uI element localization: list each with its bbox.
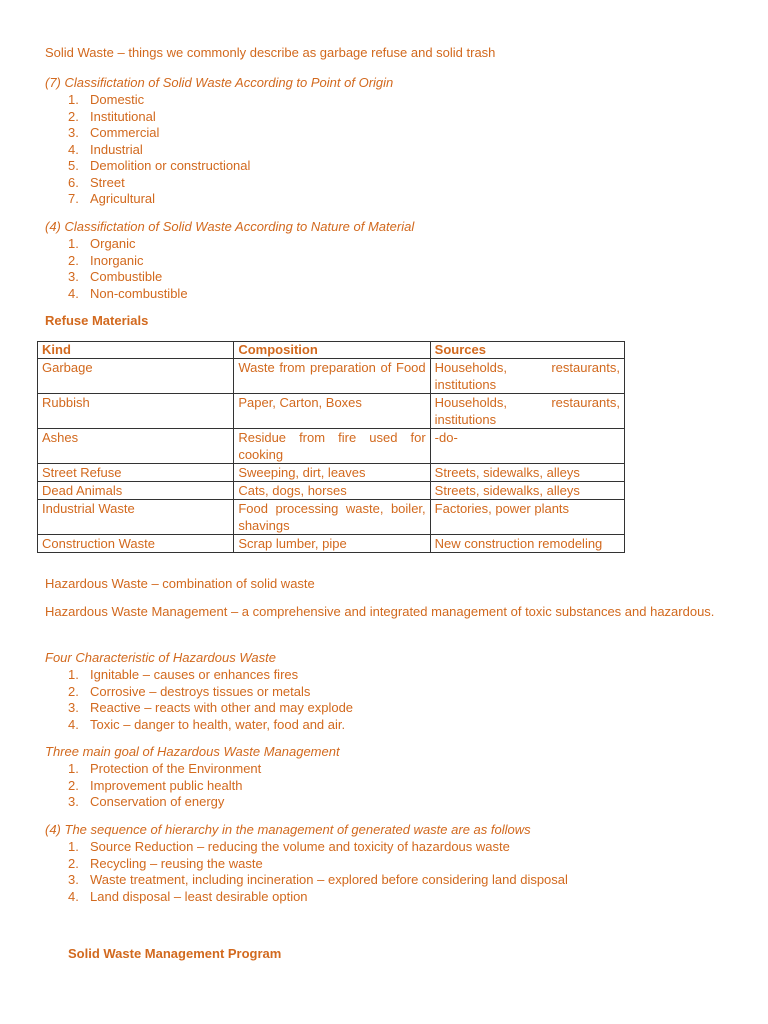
list-item: 1. Organic [68, 236, 136, 251]
characteristics-list [45, 667, 353, 733]
table-row [38, 394, 625, 429]
column-header: Kind [38, 342, 234, 359]
table-cell: Garbage [38, 359, 234, 394]
table-cell: -do- [430, 429, 624, 464]
column-header: Composition [234, 342, 430, 359]
table-cell: Scrap lumber, pipe [234, 535, 430, 553]
list-item: 3. Conservation of energy [68, 794, 225, 809]
table-row [38, 482, 625, 500]
table-cell: Households, restaurants, institutions [430, 394, 624, 429]
hazardous-definition: Hazardous Waste – combination of solid waste [45, 576, 315, 591]
table-cell: Factories, power plants [430, 500, 624, 535]
table-cell: Waste from preparation of Food [234, 359, 430, 394]
table-cell: Residue from fire used for cooking [234, 429, 430, 464]
table-row [38, 500, 625, 535]
table-cell: Streets, sidewalks, alleys [430, 482, 624, 500]
list-item: 3. Waste treatment, including incineration – explored before considering land disposal [68, 872, 568, 887]
table-header-row [38, 342, 625, 359]
hierarchy-heading: (4) The sequence of hierarchy in the management of generated waste are as follows [45, 822, 531, 837]
list-item: 2. Improvement public health [68, 777, 243, 793]
origin-list [45, 92, 250, 208]
list-item: 4. Toxic – danger to health, water, food and air. [68, 716, 346, 732]
list-item: 4. Land disposal – least desirable option [68, 888, 308, 904]
list-item: 4. Industrial [68, 141, 143, 157]
table-cell: Street Refuse [38, 464, 234, 482]
table-cell: Households, restaurants, institutions [430, 359, 624, 394]
list-item: 3. Commercial [68, 125, 160, 140]
table-cell: Construction Waste [38, 535, 234, 553]
nature-list [45, 236, 188, 302]
intro-text: Solid Waste – things we commonly describe as garbage refuse and solid trash [45, 45, 496, 60]
table-row [38, 359, 625, 394]
hierarchy-list [45, 839, 568, 905]
list-item: 5. Demolition or constructional [68, 158, 251, 173]
table-cell: Dead Animals [38, 482, 234, 500]
table-row [38, 535, 625, 553]
table-row [38, 429, 625, 464]
list-item: 2. Corrosive – destroys tissues or metals [68, 683, 311, 699]
list-item: 2. Recycling – reusing the waste [68, 855, 263, 871]
table-cell: New construction remodeling [430, 535, 624, 553]
list-item: 1. Source Reduction – reducing the volume and toxicity of hazardous waste [68, 839, 510, 854]
hwm-definition: Hazardous Waste Management – a comprehensive and integrated management of toxic substances and hazardous. [45, 604, 715, 619]
refuse-heading: Refuse Materials [45, 313, 149, 328]
table-cell: Food processing waste, boiler, shavings [234, 500, 430, 535]
list-item: 1. Protection of the Environment [68, 761, 262, 776]
goals-list [45, 761, 261, 811]
characteristics-heading: Four Characteristic of Hazardous Waste [45, 650, 276, 665]
list-item: 3. Combustible [68, 269, 163, 284]
list-item: 7. Agricultural [68, 191, 156, 206]
table-cell: Industrial Waste [38, 500, 234, 535]
table-cell: Paper, Carton, Boxes [234, 394, 430, 429]
list-item: 2. Inorganic [68, 252, 144, 268]
list-item: 3. Reactive – reacts with other and may explode [68, 700, 354, 715]
program-heading: Solid Waste Management Program [68, 946, 282, 961]
list-item: 2. Institutional [68, 108, 156, 124]
column-header: Sources [430, 342, 624, 359]
table-cell: Cats, dogs, horses [234, 482, 430, 500]
table-cell: Sweeping, dirt, leaves [234, 464, 430, 482]
list-item: 4. Non-combustible [68, 285, 188, 301]
table-cell: Ashes [38, 429, 234, 464]
list-item: 1. Domestic [68, 92, 145, 107]
refuse-table [37, 341, 625, 553]
goals-heading: Three main goal of Hazardous Waste Management [45, 744, 340, 759]
origin-heading: (7) Classifictation of Solid Waste According to Point of Origin [45, 75, 394, 90]
list-item: 1. Ignitable – causes or enhances fires [68, 667, 299, 682]
table-cell: Streets, sidewalks, alleys [430, 464, 624, 482]
table-row [38, 464, 625, 482]
nature-heading: (4) Classifictation of Solid Waste According to Nature of Material [45, 219, 415, 234]
list-item: 6. Street [68, 174, 125, 190]
table-cell: Rubbish [38, 394, 234, 429]
